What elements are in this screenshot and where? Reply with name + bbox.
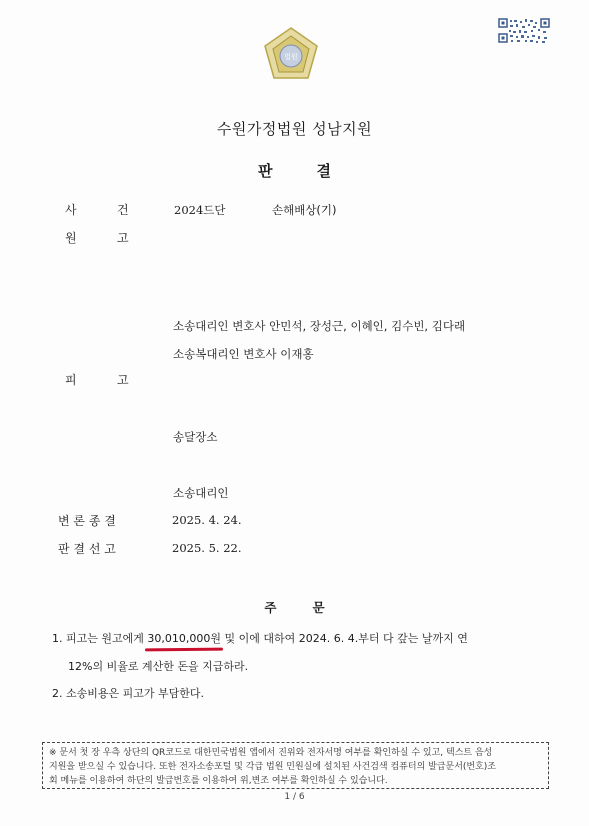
case-label-char: 사	[65, 203, 77, 217]
notice-line: 지원을 받으실 수 있습니다. 또한 전자소송포털 및 각급 법원 민원실에 설치된 사건검색 컴퓨터의 발급문서(번호)조	[49, 762, 497, 772]
notice-line: ※ 문서 첫 장 우측 상단의 QR코드로 대한민국법원 앱에서 진위와 전자서명 여부를 확인하실 수 있고, 텍스트 음성	[49, 748, 493, 758]
defendant-service-address: 송달장소	[173, 430, 218, 444]
plaintiff-sub-counsel: 소송복대리인 변호사 이재홍	[173, 347, 314, 361]
court-name: 수원가정법원 성남지원	[216, 120, 373, 138]
case-number: 2024드단	[174, 203, 226, 217]
red-underline-mark	[145, 648, 223, 652]
title-char: 결	[316, 162, 331, 180]
plaintiff-counsel: 소송대리인 변호사 안민석, 장성근, 이혜인, 김수빈, 김다래	[173, 319, 466, 333]
closing-date: 2025. 4. 24.	[172, 513, 242, 527]
case-label	[65, 201, 129, 218]
judgment-date: 2025. 5. 22.	[172, 541, 242, 555]
closing-label: 변 론 종 결	[58, 514, 116, 528]
emblem-text: 법원	[284, 53, 298, 61]
verification-notice	[42, 742, 549, 789]
plaintiff-label-char: 원	[65, 231, 77, 245]
order-heading-char: 주	[264, 600, 277, 615]
order-heading-char: 문	[312, 600, 325, 615]
plaintiff-label	[65, 229, 129, 246]
court-emblem-icon	[262, 26, 320, 84]
order-heading	[0, 598, 589, 616]
defendant-label-char: 고	[117, 373, 129, 387]
defendant-counsel: 소송대리인	[173, 486, 229, 500]
order-item-1	[52, 630, 468, 646]
awarded-amount-text: 30,010,000원	[147, 632, 221, 645]
title-char: 판	[258, 162, 273, 180]
defendant-label-char: 피	[65, 373, 77, 387]
order-item-2: 2. 소송비용은 피고가 부담한다.	[52, 687, 204, 700]
order-item-1-suffix: 및 이에 대하여 2024. 6. 4.부터 다 갚는 날까지 연	[220, 632, 468, 645]
plaintiff-label-char: 고	[117, 231, 129, 245]
defendant-label	[65, 371, 129, 388]
awarded-amount	[147, 630, 221, 646]
case-name: 손해배상(기)	[272, 203, 337, 217]
order-item-1-line2: 12%의 비율로 계산한 돈을 지급하라.	[68, 660, 249, 673]
order-item-1-prefix: 1. 피고는 원고에게	[52, 632, 148, 645]
qr-code-icon	[498, 18, 550, 44]
case-label-char: 건	[117, 203, 129, 217]
notice-line: 회 메뉴를 이용하여 하단의 발급번호를 이용하여 위,변조 여부를 확인하실 수 있습니다.	[49, 776, 388, 786]
document-title	[0, 160, 589, 181]
judgment-label: 판 결 선 고	[58, 542, 116, 556]
page-number: 1 / 6	[284, 792, 305, 802]
